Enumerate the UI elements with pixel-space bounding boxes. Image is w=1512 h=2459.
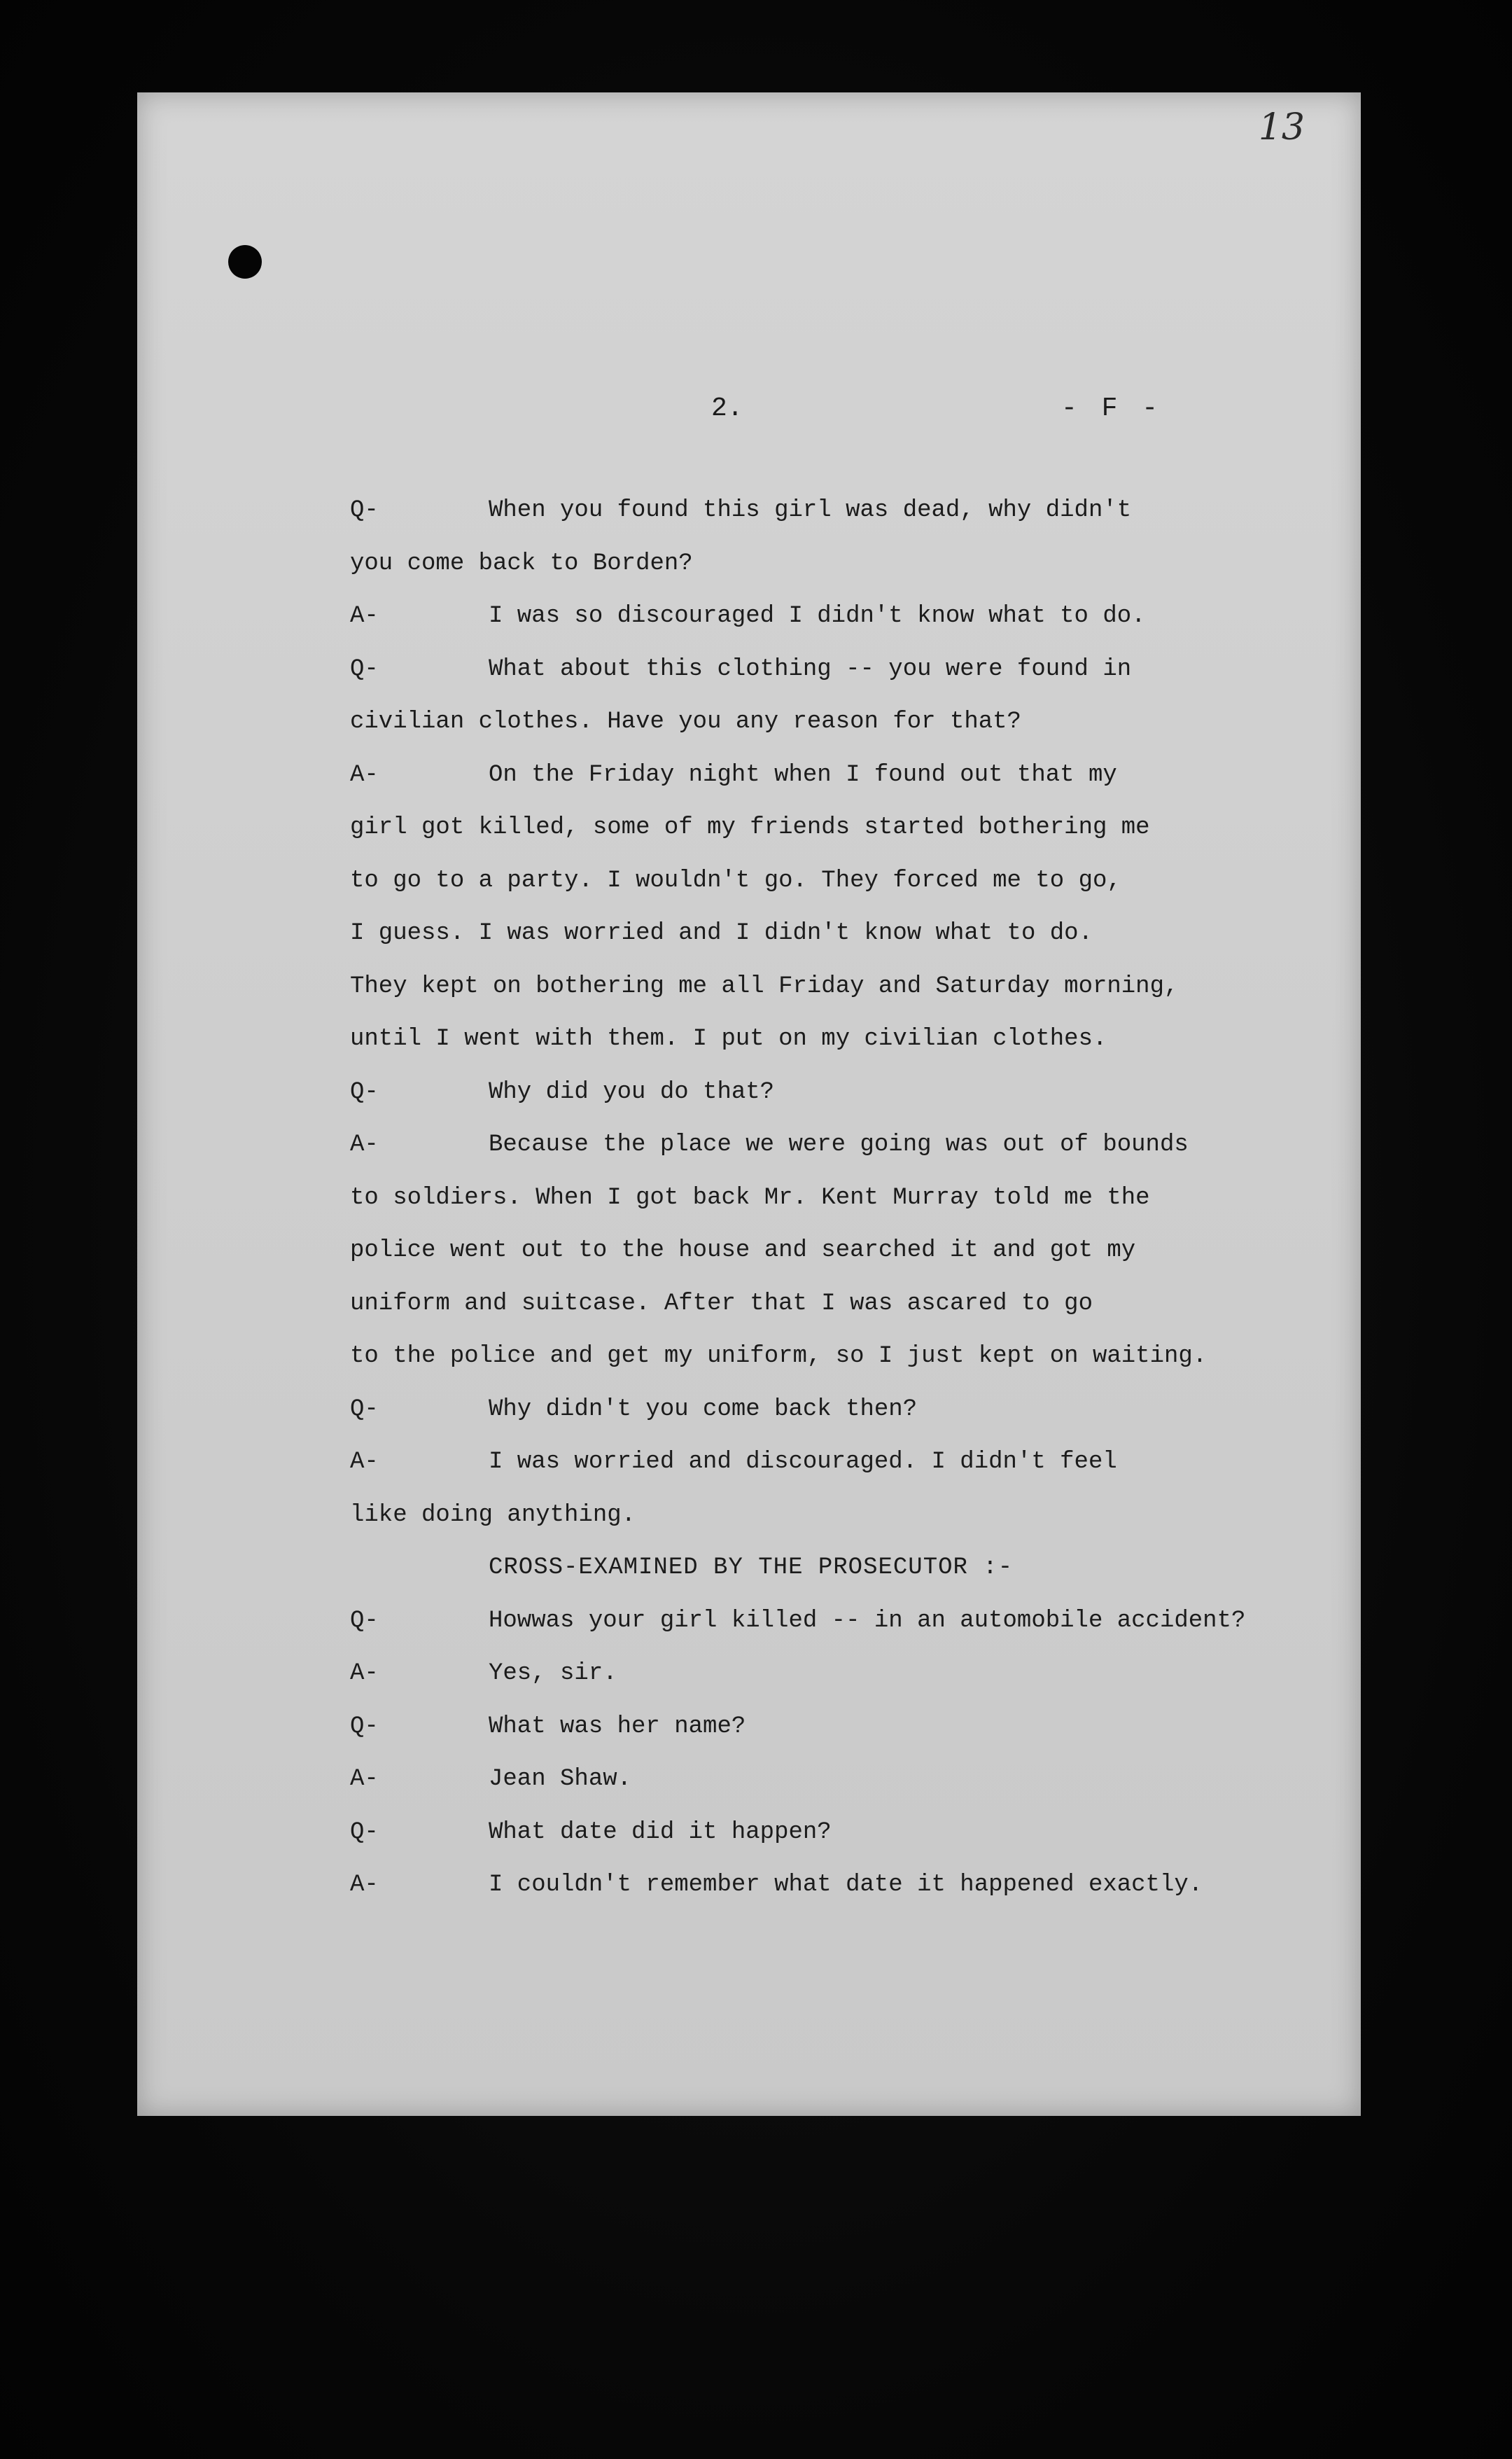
line-text: I was worried and discouraged. I didn't feel (489, 1449, 1117, 1475)
line-text: Why didn't you come back then? (489, 1395, 918, 1423)
line-text: you come back to Borden? (350, 550, 693, 577)
speaker-label: Q- (350, 1713, 379, 1740)
transcript-line (350, 855, 1330, 908)
line-text: When you found this girl was dead, why didn't (489, 497, 1132, 524)
speaker-label: A- (350, 1131, 379, 1158)
punch-hole-icon (228, 245, 262, 279)
line-text: What about this clothing -- you were found in (489, 655, 1132, 683)
speaker-label: A- (350, 1872, 379, 1898)
transcript-line (350, 907, 1330, 961)
line-text: Yes, sir. (489, 1660, 617, 1687)
line-text: civilian clothes. Have you any reason for that? (350, 709, 1021, 735)
speaker-label: Q- (350, 1818, 379, 1846)
line-text: uniform and suitcase. After that I was ascared to go (350, 1290, 1093, 1317)
speaker-label: Q- (350, 1607, 379, 1634)
line-text: to go to a party. I wouldn't go. They forced me to go, (350, 867, 1121, 894)
transcript-line (350, 1648, 1330, 1701)
transcript-line (350, 1806, 1330, 1860)
line-text: girl got killed, some of my friends started bothering me (350, 814, 1150, 841)
transcript-line (350, 1066, 1330, 1120)
transcript-line (350, 1436, 1330, 1489)
transcript-line (350, 1225, 1330, 1278)
transcript-line (350, 590, 1330, 643)
speaker-label: Q- (350, 1395, 379, 1423)
speaker-label: Q- (350, 1078, 379, 1106)
speaker-label: Q- (350, 497, 379, 524)
line-text: until I went with them. I put on my civilian clothes. (350, 1026, 1107, 1052)
transcript-line (350, 1013, 1330, 1066)
line-text: Because the place we were going was out of bounds (489, 1131, 1189, 1158)
transcript-line (350, 1595, 1330, 1648)
line-text: What date did it happen? (489, 1818, 832, 1846)
transcript-line (350, 961, 1330, 1014)
transcript-line (350, 802, 1330, 855)
line-text: On the Friday night when I found out that my (489, 761, 1117, 788)
line-text: like doing anything. (350, 1501, 636, 1528)
transcript-line (350, 485, 1330, 538)
heading-text: CROSS-EXAMINED BY THE PROSECUTOR :- (489, 1554, 1014, 1581)
transcript-line (350, 1753, 1330, 1806)
speaker-label: A- (350, 1449, 379, 1475)
transcript-line (350, 1172, 1330, 1225)
document-page (137, 92, 1361, 2116)
section-heading (350, 1542, 1330, 1595)
speaker-label: A- (350, 1660, 379, 1687)
transcript-line (350, 1384, 1330, 1437)
speaker-label: Q- (350, 655, 379, 683)
line-text: What was her name? (489, 1713, 746, 1740)
line-text: I was so discouraged I didn't know what to do. (489, 603, 1146, 629)
line-text: They kept on bothering me all Friday and Saturday morning, (350, 973, 1179, 1000)
transcript-line (350, 643, 1330, 697)
transcript-body (350, 485, 1330, 1912)
transcript-line (350, 1119, 1330, 1172)
transcript-line (350, 1330, 1330, 1384)
transcript-line (350, 1278, 1330, 1331)
transcript-line (350, 1489, 1330, 1542)
line-text: police went out to the house and searched it and got my (350, 1237, 1136, 1264)
transcript-line (350, 696, 1330, 749)
line-text: Why did you do that? (489, 1078, 775, 1106)
handwritten-page-number: 13 (1258, 106, 1305, 148)
speaker-label: A- (350, 761, 379, 788)
transcript-line (350, 538, 1330, 591)
section-mark: - F - (1061, 393, 1163, 424)
transcript-line (350, 749, 1330, 802)
line-text: I couldn't remember what date it happened exactly. (489, 1872, 1203, 1898)
transcript-line (350, 1859, 1330, 1912)
line-text: Jean Shaw. (489, 1766, 632, 1792)
line-text: I guess. I was worried and I didn't know what to do. (350, 920, 1093, 947)
transcript-line (350, 1701, 1330, 1754)
line-text: to soldiers. When I got back Mr. Kent Murray told me the (350, 1184, 1150, 1211)
line-text: to the police and get my uniform, so I just kept on waiting. (350, 1343, 1208, 1370)
line-text: Howwas your girl killed -- in an automobile accident? (489, 1607, 1246, 1634)
speaker-label: A- (350, 1766, 379, 1792)
speaker-label: A- (350, 603, 379, 629)
page-number: 2. (711, 393, 743, 424)
